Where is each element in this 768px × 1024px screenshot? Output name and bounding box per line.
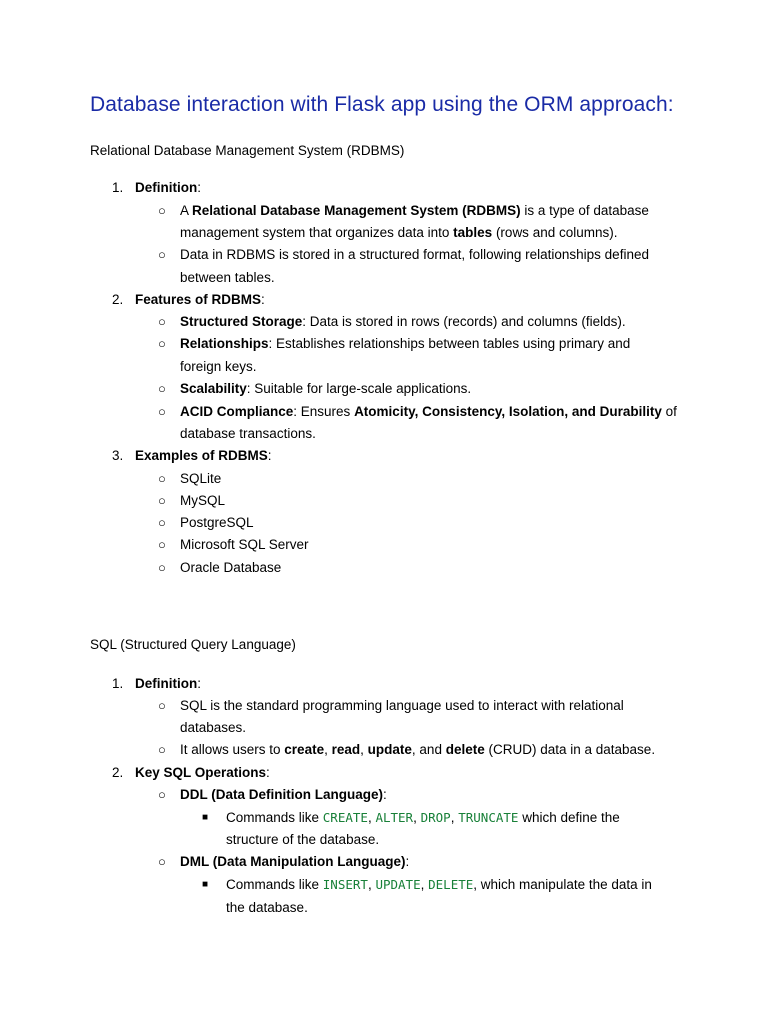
example-item: Microsoft SQL Server — [180, 537, 309, 552]
bullet-text-continued — [180, 224, 617, 242]
text: : Suitable for large-scale applications. — [246, 381, 472, 396]
colon: : — [383, 787, 387, 802]
sub-bullet-text-continued: structure of the database. — [226, 832, 380, 847]
hollow-bullet: ○ — [158, 336, 166, 351]
list-item-key-operations — [135, 764, 270, 782]
separator: , — [413, 810, 421, 825]
code-keyword: INSERT — [322, 877, 368, 892]
example-item: MySQL — [180, 493, 226, 508]
text: of — [661, 404, 677, 419]
bold-text: update — [367, 742, 412, 757]
list-item-features — [135, 291, 265, 309]
text: , which manipulate the data in — [473, 877, 652, 892]
list-item-definition — [135, 179, 201, 197]
hollow-bullet: ○ — [158, 515, 166, 530]
colon: : — [197, 676, 202, 691]
separator: , — [367, 810, 376, 825]
hollow-bullet: ○ — [158, 537, 166, 552]
bullet-text — [180, 335, 630, 353]
bold-text: ACID Compliance — [180, 404, 294, 419]
code-keyword: ALTER — [375, 810, 414, 825]
text: Commands like — [226, 877, 323, 892]
item-label: Definition — [135, 676, 198, 691]
text: , — [360, 742, 368, 757]
bullet-text: Data in RDBMS is stored in a structured format, following relationships defined — [180, 247, 649, 262]
bold-text: delete — [445, 742, 485, 757]
list-item-examples — [135, 447, 272, 465]
bullet-text-ddl — [180, 786, 387, 804]
hollow-bullet: ○ — [158, 742, 166, 757]
bullet-text: SQL is the standard programming language used to interact with relational — [180, 698, 624, 713]
text: : Establishes relationships between tables using primary and — [268, 336, 631, 351]
hollow-bullet: ○ — [158, 247, 166, 262]
list-item-definition — [135, 675, 201, 693]
sub-bullet-text — [226, 876, 652, 894]
bullet-text — [180, 202, 649, 220]
code-keyword: DROP — [420, 810, 451, 825]
bold-text: read — [331, 742, 361, 757]
separator: , — [420, 877, 429, 892]
hollow-bullet: ○ — [158, 560, 166, 575]
hollow-bullet: ○ — [158, 314, 166, 329]
bold-text: Atomicity, Consistency, Isolation, and Durability — [354, 404, 662, 419]
colon: : — [267, 448, 272, 463]
code-keyword: CREATE — [322, 810, 368, 825]
list-number: 2. — [112, 292, 124, 307]
item-label: Features of RDBMS — [135, 292, 262, 307]
item-label: Examples of RDBMS — [135, 448, 268, 463]
text: is a type of database — [520, 203, 649, 218]
bold-text: DDL (Data Definition Language) — [180, 787, 384, 802]
example-item: PostgreSQL — [180, 515, 254, 530]
bullet-text-continued: database transactions. — [180, 426, 316, 441]
text: It allows users to — [180, 742, 285, 757]
bold-text: Relational Database Management System (RDBMS) — [192, 203, 521, 218]
hollow-bullet: ○ — [158, 381, 166, 396]
hollow-bullet: ○ — [158, 787, 166, 802]
bold-text: tables — [453, 225, 493, 240]
bold-text: create — [284, 742, 325, 757]
sub-bullet-text-continued: the database. — [226, 900, 308, 915]
colon: : — [405, 854, 410, 869]
example-item: Oracle Database — [180, 560, 282, 575]
code-keyword: DELETE — [428, 877, 474, 892]
text: management system that organizes data into — [180, 225, 454, 240]
bullet-text — [180, 741, 655, 759]
bullet-text-continued: databases. — [180, 720, 247, 735]
text: : Ensures — [293, 404, 355, 419]
text: : Data is stored in rows (records) and columns (fields). — [302, 314, 626, 329]
list-number: 1. — [112, 676, 124, 691]
section-heading-rdbms: Relational Database Management System (RDBMS) — [90, 143, 405, 158]
hollow-bullet: ○ — [158, 203, 166, 218]
bullet-text — [180, 403, 677, 421]
bold-text: Scalability — [180, 381, 247, 396]
colon: : — [261, 292, 265, 307]
bold-text: Relationships — [180, 336, 269, 351]
separator: , — [367, 877, 376, 892]
bold-text: Structured Storage — [180, 314, 303, 329]
square-bullet: ■ — [202, 812, 209, 823]
text: (CRUD) data in a database. — [484, 742, 656, 757]
example-item: SQLite — [180, 471, 222, 486]
code-keyword: UPDATE — [375, 877, 421, 892]
hollow-bullet: ○ — [158, 404, 166, 419]
colon: : — [266, 765, 270, 780]
bullet-text-continued: foreign keys. — [180, 359, 257, 374]
hollow-bullet: ○ — [158, 493, 166, 508]
list-number: 3. — [112, 448, 124, 463]
list-number: 1. — [112, 180, 124, 195]
text: which define the — [518, 810, 620, 825]
item-label: Key SQL Operations — [135, 765, 267, 780]
separator: , — [450, 810, 459, 825]
code-keyword: TRUNCATE — [458, 810, 519, 825]
sub-bullet-text — [226, 809, 620, 827]
hollow-bullet: ○ — [158, 698, 166, 713]
list-number: 2. — [112, 765, 124, 780]
bullet-text-dml — [180, 853, 409, 871]
item-label: Definition — [135, 180, 198, 195]
page-title: Database interaction with Flask app using the ORM approach: — [90, 93, 674, 116]
bullet-text-continued: between tables. — [180, 270, 275, 285]
colon: : — [197, 180, 202, 195]
hollow-bullet: ○ — [158, 854, 166, 869]
text: A — [180, 203, 193, 218]
text: (rows and columns). — [492, 225, 618, 240]
text: , — [324, 742, 332, 757]
text: , and — [411, 742, 446, 757]
text: Commands like — [226, 810, 323, 825]
bold-text: DML (Data Manipulation Language) — [180, 854, 406, 869]
square-bullet: ■ — [202, 879, 209, 890]
bullet-text — [180, 380, 471, 398]
hollow-bullet: ○ — [158, 471, 166, 486]
bullet-text — [180, 313, 626, 331]
section-heading-sql: SQL (Structured Query Language) — [90, 637, 296, 652]
